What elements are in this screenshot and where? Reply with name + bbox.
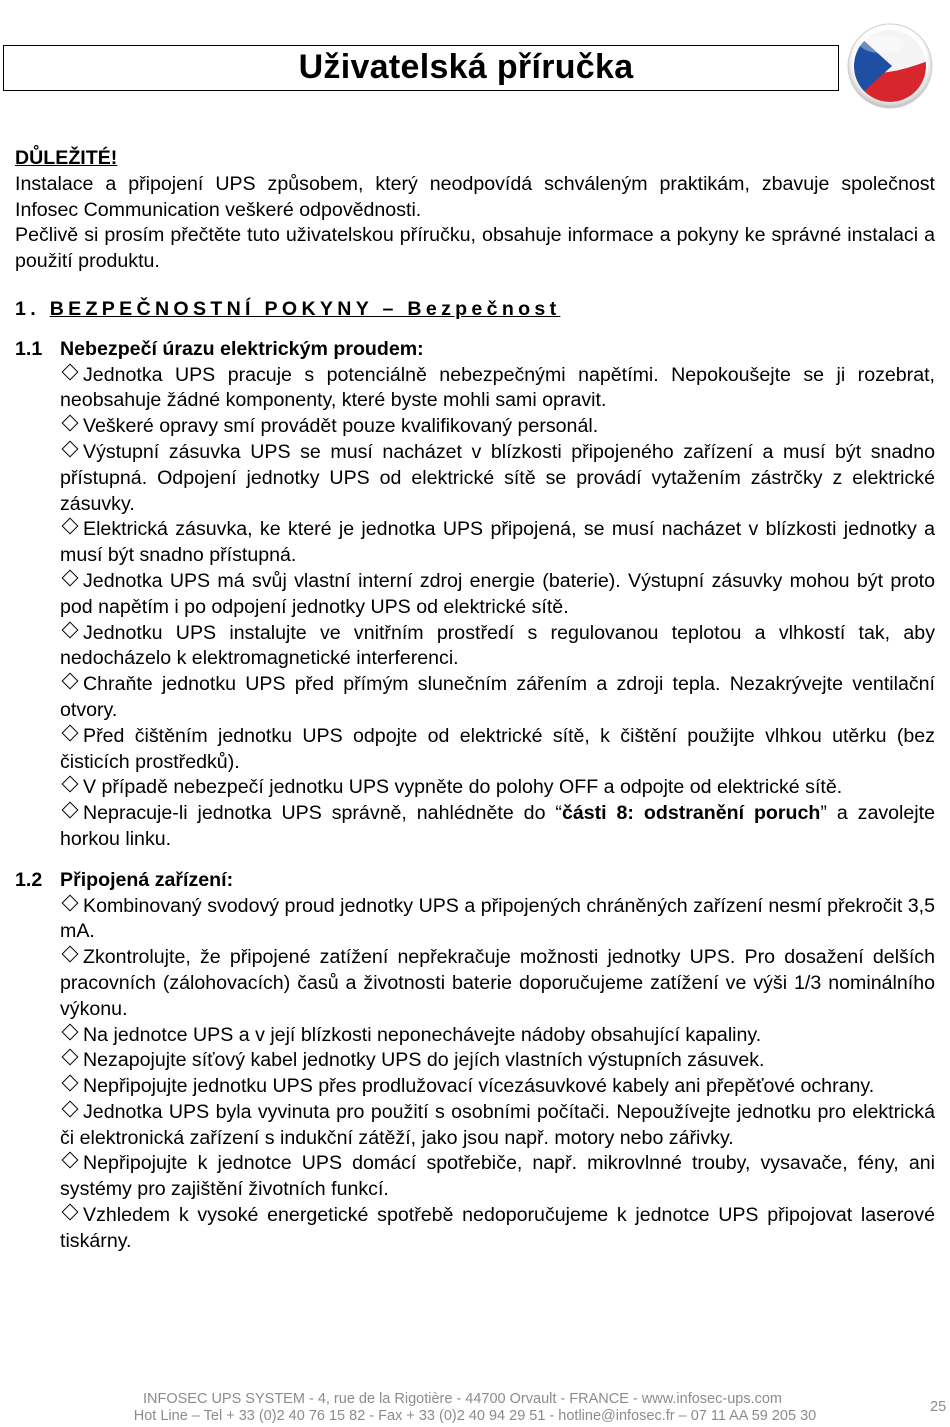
title-box [3, 45, 839, 91]
diamond-bullet-icon [62, 440, 79, 457]
important-paragraph: Pečlivě si prosím přečtěte tuto uživatelskou příručku, obsahuje informace a pokyny ke správné instalaci a použití produktu. [15, 224, 935, 273]
list-item-text: Vzhledem k vysoké energetické spotřebě nedoporučujeme k jednotce UPS připojovat laserové tiskárny. [60, 1204, 935, 1252]
diamond-bullet-icon [62, 415, 79, 432]
list-item [60, 801, 935, 853]
list-item [60, 414, 935, 440]
list-item [60, 1203, 935, 1255]
section-heading [15, 297, 935, 323]
list-item [60, 363, 935, 415]
list-item-text: Veškeré opravy smí provádět pouze kvalifikovaný personál. [83, 415, 599, 438]
diamond-bullet-icon [62, 1049, 79, 1066]
list-item-text: Výstupní zásuvka UPS se musí nacházet v blízkosti připojeného zařízení a musí být snadno přístupná. Odpojení jednotky UPS od elektrické sítě se provádí vytažením zástrčky z elektrické zásuvky. [60, 440, 935, 515]
list-item [60, 1151, 935, 1203]
subsection-number: 1.2 [15, 868, 43, 891]
czech-flag-icon [840, 20, 936, 110]
subsection-heading [15, 868, 935, 894]
diamond-bullet-icon [62, 673, 79, 690]
document-body [15, 146, 935, 1255]
diamond-bullet-icon [62, 776, 79, 793]
safety-list [15, 363, 935, 853]
list-item [60, 775, 935, 801]
list-item-text: Nepracuje-li jednotka UPS správně, nahlédněte do “ [83, 802, 562, 825]
list-item [60, 569, 935, 621]
page-title: Uživatelská příručka [298, 48, 634, 86]
important-paragraph: Instalace a připojení UPS způsobem, který neodpovídá schváleným praktikám, zbavuje společnost Infosec Communication veškeré odpovědnosti. [15, 172, 935, 221]
list-item [60, 894, 935, 946]
list-item-text: ” a zavolejte horkou linku. [60, 802, 935, 850]
subsection-number: 1.1 [15, 337, 43, 360]
list-item-text: Chraňte jednotku UPS před přímým slunečním zářením a zdroji tepla. Nezakrývejte ventilační otvory. [60, 673, 935, 721]
list-item-text: Nezapojujte síťový kabel jednotky UPS do jejích vlastních výstupních zásuvek. [83, 1049, 765, 1072]
list-item [60, 1100, 935, 1152]
list-item-text: Elektrická zásuvka, ke které je jednotka UPS připojená, se musí nacházet v blízkosti jednotky a musí být snadno přístupná. [60, 518, 935, 567]
list-item-text: V případě nebezpečí jednotku UPS vypněte do polohy OFF a odpojte od elektrické sítě. [83, 776, 843, 799]
list-item [60, 1023, 935, 1049]
diamond-bullet-icon [62, 946, 79, 963]
diamond-bullet-icon [62, 1023, 79, 1040]
list-item-text: Jednotka UPS má svůj vlastní interní zdroj energie (baterie). Výstupní zásuvky mohou být proto pod napětím i po odpojení jednotky UPS od elektrické sítě. [60, 569, 935, 618]
list-item-text: Nepřipojujte k jednotce UPS domácí spotřebiče, např. mikrovlnné trouby, vysavače, fény, ani systémy pro zajištění životních funkcí. [60, 1152, 935, 1201]
diamond-bullet-icon [62, 621, 79, 638]
list-item-text: Na jednotce UPS a v její blízkosti neponechávejte nádoby obsahující kapaliny. [83, 1023, 762, 1046]
important-heading: DŮLEŽITÉ! [15, 147, 118, 169]
subsection-title: Nebezpečí úrazu elektrickým proudem: [60, 337, 424, 360]
footer-contacts: Hot Line – Tel + 33 (0)2 40 76 15 82 - Fax + 33 (0)2 40 94 29 51 - hotline@infosec.fr – 07 11 AA 59 205 30 [133, 1408, 817, 1424]
diamond-bullet-icon [62, 802, 79, 819]
footer-address: INFOSEC UPS SYSTEM - 4, rue de la Rigotière - 44700 Orvault - FRANCE - www.infosec-ups.com [142, 1391, 782, 1407]
list-item-text: Kombinovaný svodový proud jednotky UPS a připojených chráněných zařízení nesmí překročit 3,5 mA. [60, 894, 935, 943]
list-item [60, 945, 935, 1022]
list-item-text: Nepřipojujte jednotku UPS přes prodlužovací vícezásuvkové kabely ani přepěťové ochrany. [83, 1075, 875, 1098]
diamond-bullet-icon [62, 724, 79, 741]
diamond-bullet-icon [62, 518, 79, 535]
diamond-bullet-icon [62, 363, 79, 380]
list-item-text: Jednotka UPS byla vyvinuta pro použití s osobními počítači. Nepoužívejte jednotku pro elektrická či elektronická zařízení s indukční zátěží, jako jsou např. motory nebo zářivky. [60, 1100, 935, 1149]
list-item [60, 1048, 935, 1074]
section-number: 1. [15, 297, 40, 320]
section-title: BEZPEČNOSTNÍ POKYNY – Bezpečnost [49, 297, 561, 320]
diamond-bullet-icon [62, 569, 79, 586]
troubleshooting-reference: části 8: odstranění poruch [561, 802, 821, 825]
diamond-bullet-icon [62, 1204, 79, 1221]
subsection-title: Připojená zařízení: [60, 868, 234, 891]
diamond-bullet-icon [62, 1075, 79, 1092]
list-item [60, 1074, 935, 1100]
connected-devices-list [15, 894, 935, 1255]
list-item [60, 440, 935, 517]
subsection-heading [15, 337, 935, 363]
diamond-bullet-icon [62, 1100, 79, 1117]
list-item-text: Jednotku UPS instalujte ve vnitřním prostředí s regulovanou teplotou a vlhkostí tak, aby nedocházelo k elektromagnetické interferenci. [60, 621, 935, 670]
page-footer [0, 1391, 950, 1425]
diamond-bullet-icon [62, 894, 79, 911]
list-item [60, 672, 935, 724]
list-item [60, 621, 935, 673]
list-item-text: Před čištěním jednotku UPS odpojte od elektrické sítě, k čištění použijte vlhkou utěrku (bez čisticích prostředků). [60, 724, 935, 773]
list-item-text: Zkontrolujte, že připojené zatížení nepřekračuje možnosti jednotky UPS. Pro dosažení delších pracovních (zálohovacích) časů a životnosti baterie doporučujeme zatížení ve výši 1/3 nominálního výkonu. [60, 946, 935, 1020]
list-item [60, 724, 935, 776]
list-item-text: Jednotka UPS pracuje s potenciálně nebezpečnými napětími. Nepokoušejte se ji rozebrat, neobsahuje žádné komponenty, které byste mohli sami opravit. [60, 363, 935, 412]
list-item [60, 517, 935, 569]
page-number: 25 [930, 1399, 947, 1415]
diamond-bullet-icon [62, 1152, 79, 1169]
